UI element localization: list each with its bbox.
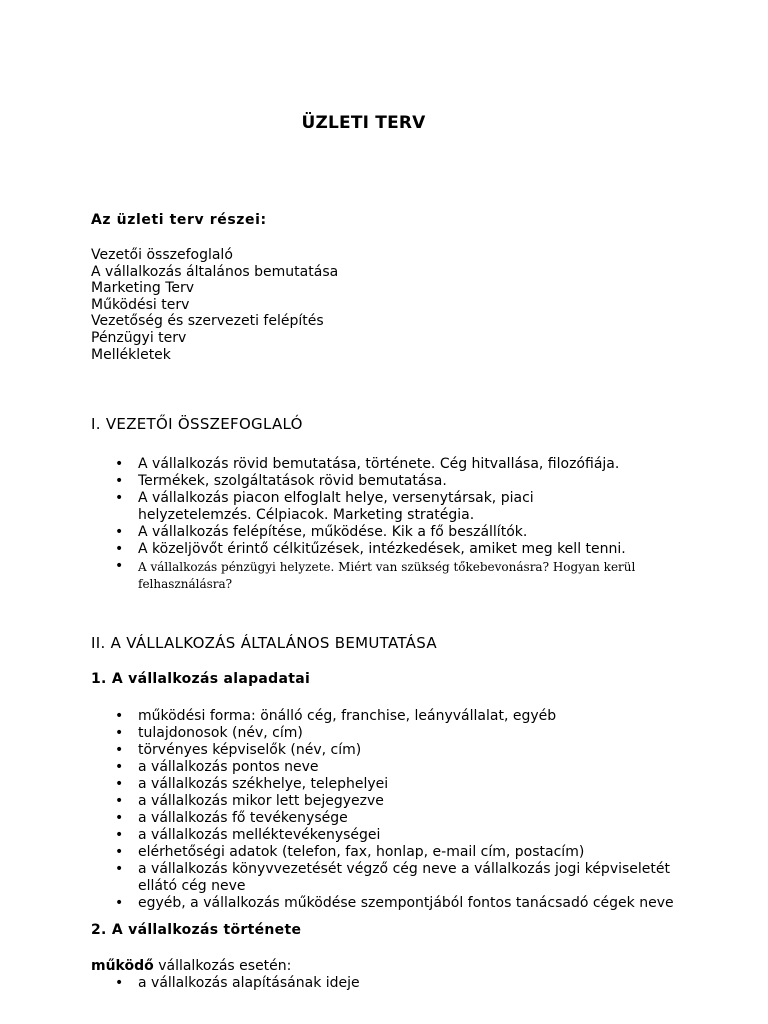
sub1-bullets: [91, 708, 691, 912]
contents-item: Vezetői összefoglaló: [91, 247, 233, 263]
list-item-text: a vállalkozás melléktevékenységei: [138, 827, 381, 843]
sub2-intro-rest: vállalkozás esetén:: [153, 958, 292, 974]
bullet-icon: •: [115, 524, 124, 540]
list-item-text: A közeljövőt érintő célkitűzések, intézkedések, amiket meg kell tenni.: [138, 541, 626, 557]
list-item-text: elérhetőségi adatok (telefon, fax, honlap, e-mail cím, postacím): [138, 844, 585, 860]
sub1-heading: 1. A vállalkozás alapadatai: [91, 671, 311, 687]
contents-list-wrap: [91, 247, 691, 363]
section1-heading: I. VEZETŐI ÖSSZEFOGLALÓ: [91, 415, 303, 433]
list-item-text: a vállalkozás fő tevékenysége: [138, 810, 348, 826]
list-item: [91, 895, 691, 912]
section1-bullets: [91, 456, 651, 593]
list-item-text: A vállalkozás rövid bemutatása, története. Cég hitvallása, filozófiája.: [138, 456, 620, 472]
contents-item: Működési terv: [91, 296, 190, 313]
list-item: [91, 759, 691, 776]
section2-sub1: [91, 671, 691, 687]
bullet-icon: •: [115, 810, 124, 826]
bullet-icon: •: [115, 895, 124, 911]
contents-section: [91, 212, 691, 228]
list-item: [91, 975, 691, 992]
contents-item: Marketing Terv: [91, 280, 195, 297]
bullet-icon: •: [115, 844, 124, 860]
sub1-list-wrap: [91, 708, 691, 912]
bullet-icon: •: [115, 473, 124, 489]
section1: [91, 415, 691, 433]
bullet-icon: •: [115, 861, 124, 877]
list-item: [91, 827, 691, 844]
bullet-icon: •: [115, 725, 124, 741]
contents-item: Vezetőség és szervezeti felépítés: [91, 313, 324, 330]
document-title: ÜZLETI TERV: [301, 113, 426, 133]
list-item: [91, 844, 691, 861]
contents-heading: Az üzleti terv részei:: [91, 212, 267, 228]
list-item-text: a vállalkozás alapításának ideje: [138, 975, 360, 991]
sub2-heading: 2. A vállalkozás története: [91, 922, 302, 938]
list-item-text: a vállalkozás könyvvezetését végző cég neve a vállalkozás jogi képviseletét ellátó cég neve: [138, 861, 670, 894]
list-item: [91, 541, 651, 558]
list-item-text: Termékek, szolgáltatások rövid bemutatása.: [138, 473, 447, 489]
bullet-icon: •: [115, 776, 124, 792]
list-item: [91, 558, 651, 593]
list-item-text: A vállalkozás felépítése, működése. Kik a fő beszállítók.: [138, 524, 528, 540]
list-item-text: egyéb, a vállalkozás működése szempontjából fontos tanácsadó cégek neve: [138, 895, 674, 911]
list-item: [91, 708, 691, 725]
list-item: [91, 776, 691, 793]
contents-item: Mellékletek: [91, 346, 171, 363]
sub2-bullets: [91, 975, 691, 992]
list-item: [91, 725, 691, 742]
bullet-icon: •: [115, 742, 124, 758]
bullet-icon: •: [115, 541, 124, 557]
list-item-text: tulajdonosok (név, cím): [138, 725, 303, 741]
contents-list: [91, 247, 691, 363]
contents-item: Pénzügyi terv: [91, 329, 187, 346]
section2: [91, 634, 691, 652]
list-item: [91, 490, 651, 524]
contents-item: A vállalkozás általános bemutatása: [91, 263, 339, 280]
list-item: [91, 473, 651, 490]
sub2-intro-bold: működő: [91, 958, 154, 974]
list-item: [91, 810, 691, 827]
list-item-text: a vállalkozás székhelye, telephelyei: [138, 776, 389, 792]
bullet-icon: •: [115, 456, 124, 472]
list-item-text: törvényes képviselők (név, cím): [138, 742, 362, 758]
bullet-icon: •: [115, 759, 124, 775]
bullet-icon: •: [115, 558, 124, 574]
list-item: [91, 742, 691, 759]
section2-heading: II. A VÁLLALKOZÁS ÁLTALÁNOS BEMUTATÁSA: [91, 634, 437, 652]
section2-sub2: [91, 922, 691, 938]
bullet-icon: •: [115, 793, 124, 809]
bullet-icon: •: [115, 708, 124, 724]
list-item-text: A vállalkozás piacon elfoglalt helye, versenytársak, piaci helyzetelemzés. Célpiacok. Marketing stratégia.: [138, 490, 534, 523]
list-item-text: a vállalkozás pontos neve: [138, 759, 319, 775]
bullet-icon: •: [115, 827, 124, 843]
list-item: [91, 456, 651, 473]
list-item-text: működési forma: önálló cég, franchise, leányvállalat, egyéb: [138, 708, 557, 724]
list-item-text: A vállalkozás pénzügyi helyzete. Miért van szükség tőkebevonásra? Hogyan kerül felhasználásra?: [138, 560, 636, 591]
sub2-intro: [91, 958, 691, 974]
list-item-text: a vállalkozás mikor lett bejegyezve: [138, 793, 384, 809]
bullet-icon: •: [115, 490, 124, 506]
list-item: [91, 861, 683, 895]
list-item: [91, 793, 691, 810]
sub2-list-wrap: [91, 975, 691, 992]
list-item: [91, 524, 651, 541]
bullet-icon: •: [115, 975, 124, 991]
section1-list-wrap: [91, 456, 651, 593]
